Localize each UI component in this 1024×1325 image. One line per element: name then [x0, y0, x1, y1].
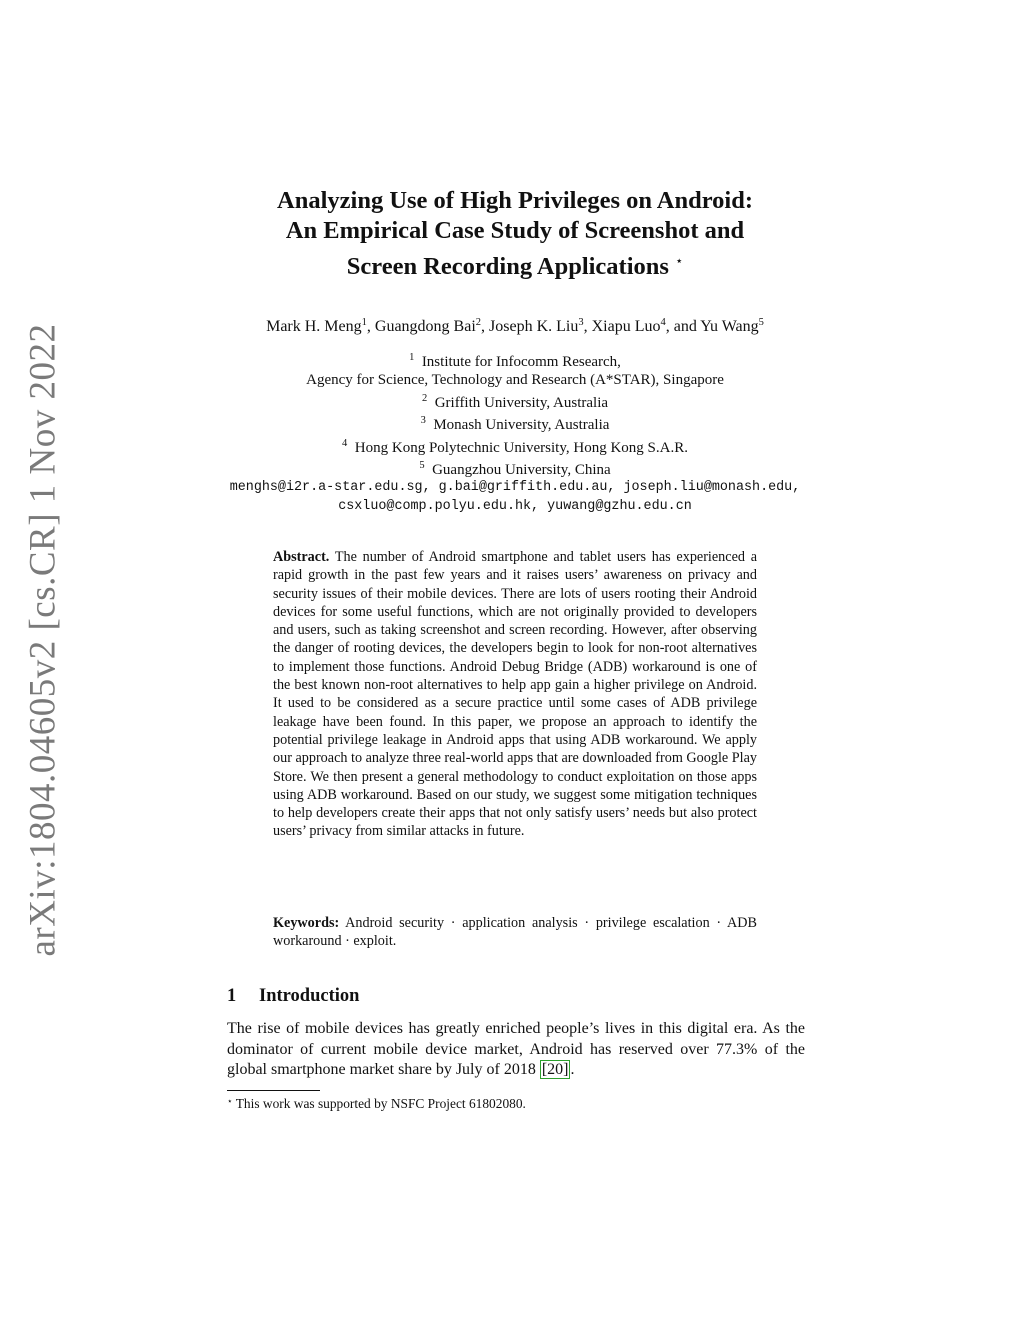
- abstract-label: Abstract.: [273, 549, 330, 565]
- title-line-1: Analyzing Use of High Privileges on Android:: [277, 187, 753, 214]
- section-number: 1: [227, 986, 237, 1006]
- affiliation-text: Monash University, Australia: [433, 417, 610, 434]
- footnote-text: This work was supported by NSFC Project 61802080.: [235, 1096, 526, 1111]
- affiliation: [150, 435, 880, 457]
- affiliation: [150, 371, 880, 389]
- author-affil-mark: 5: [758, 317, 764, 328]
- intro-paragraph: [227, 1019, 805, 1081]
- paper-title: [150, 186, 880, 282]
- keywords-text: Android security · application analysis · privilege escalation · ADB workaround · exploit.: [273, 915, 757, 950]
- affiliation-mark: 4: [342, 437, 348, 449]
- author-affil-mark: 1: [361, 317, 367, 328]
- abstract: [273, 548, 757, 841]
- author-separator: ,: [366, 318, 375, 335]
- intro-text-end: .: [570, 1061, 575, 1078]
- affiliation-text: Griffith University, Australia: [434, 394, 609, 411]
- title-footnote-mark: ⋆: [675, 253, 684, 268]
- author-separator: , and: [665, 318, 701, 335]
- section-heading: [227, 986, 359, 1007]
- section-title: Introduction: [259, 986, 360, 1006]
- email-line-2: csxluo@comp.polyu.edu.hk, yuwang@gzhu.edu.cn: [338, 498, 692, 514]
- author-separator: ,: [583, 318, 592, 335]
- keywords: [273, 914, 757, 951]
- arxiv-id: arXiv:1804.04605v2 [cs.CR] 1 Nov 2022: [22, 323, 64, 957]
- author-list: [150, 312, 880, 338]
- intro-text: The rise of mobile devices has greatly enriched people’s lives in this digital era. As the dominator of current mobile device market, Android has reserved over 77.3% of the global smartphone market share by July of 2018: [227, 1020, 805, 1078]
- affiliation-text: Institute for Infocomm Research,: [421, 354, 621, 370]
- affiliation: [150, 390, 880, 412]
- footnote-rule: [227, 1090, 320, 1091]
- title-line-3-text: Screen Recording Applications: [346, 253, 669, 280]
- abstract-text: The number of Android smartphone and tablet users has experienced a rapid growth in the past few years and it raises users’ awareness on privacy and security issues of their mobile devices. There are lots of users rooting their Android devices for some useful functions, which are not originally provided to developers and users, such as taking screenshot and screen recording. However, after observing the danger of rooting devices, the developers begin to look for non-root alternatives to implement those functions. Android Debug Bridge (ADB) workaround is one of the best known non-root alternatives to help app gain a higher privilege on Android. It used to be considered as a secure practice until some cases of ADB privilege leakage have been found. In this paper, we propose an approach to identify the potential privilege leakage in Android apps that using ADB workaround. We apply our approach to analyze three real-world apps that are downloaded from Google Play Store. We then present a general methodology to conduct exploitation on those apps using ADB workaround. Based on our study, we suggest some mitigation techniques to help developers create their apps that not only satisfy users’ needs but also protect users’ privacy from similar attacks in future.: [273, 549, 757, 840]
- affiliation-list: [150, 349, 880, 479]
- citation-link[interactable]: [20]: [541, 1061, 569, 1078]
- author-separator: ,: [481, 318, 490, 335]
- affiliation-text: Guangzhou University, China: [432, 462, 611, 479]
- author-affil-mark: 2: [475, 317, 482, 328]
- author-affil-mark: 3: [578, 317, 584, 328]
- title-line-3: [150, 246, 880, 282]
- title-line-2: An Empirical Case Study of Screenshot and: [285, 217, 745, 244]
- footnote-mark: ⋆: [227, 1096, 233, 1106]
- affiliation-mark: 5: [419, 460, 425, 472]
- affiliation: [150, 349, 880, 371]
- affiliation-mark: 3: [420, 415, 426, 427]
- author-name: Xiapu Luo: [591, 318, 661, 335]
- footnote: [227, 1096, 526, 1112]
- affiliation: [150, 457, 880, 479]
- affiliations: [150, 349, 880, 516]
- keywords-label: Keywords:: [273, 915, 340, 931]
- affiliation-mark: 1: [409, 352, 415, 363]
- author-name: Guangdong Bai: [374, 318, 476, 335]
- author-affil-mark: 4: [660, 317, 666, 328]
- author-name: Yu Wang: [700, 318, 759, 335]
- email-line-1: menghs@i2r.a-star.edu.sg, g.bai@griffith.edu.au, joseph.liu@monash.edu,: [229, 480, 801, 496]
- author-name: Joseph K. Liu: [489, 318, 579, 335]
- affiliation-text: Agency for Science, Technology and Research (A*STAR), Singapore: [306, 372, 724, 389]
- author-name: Mark H. Meng: [266, 318, 362, 335]
- affiliation-text: Hong Kong Polytechnic University, Hong Kong S.A.R.: [354, 439, 688, 456]
- affiliation-mark: 2: [421, 392, 428, 404]
- affiliation: [150, 412, 880, 434]
